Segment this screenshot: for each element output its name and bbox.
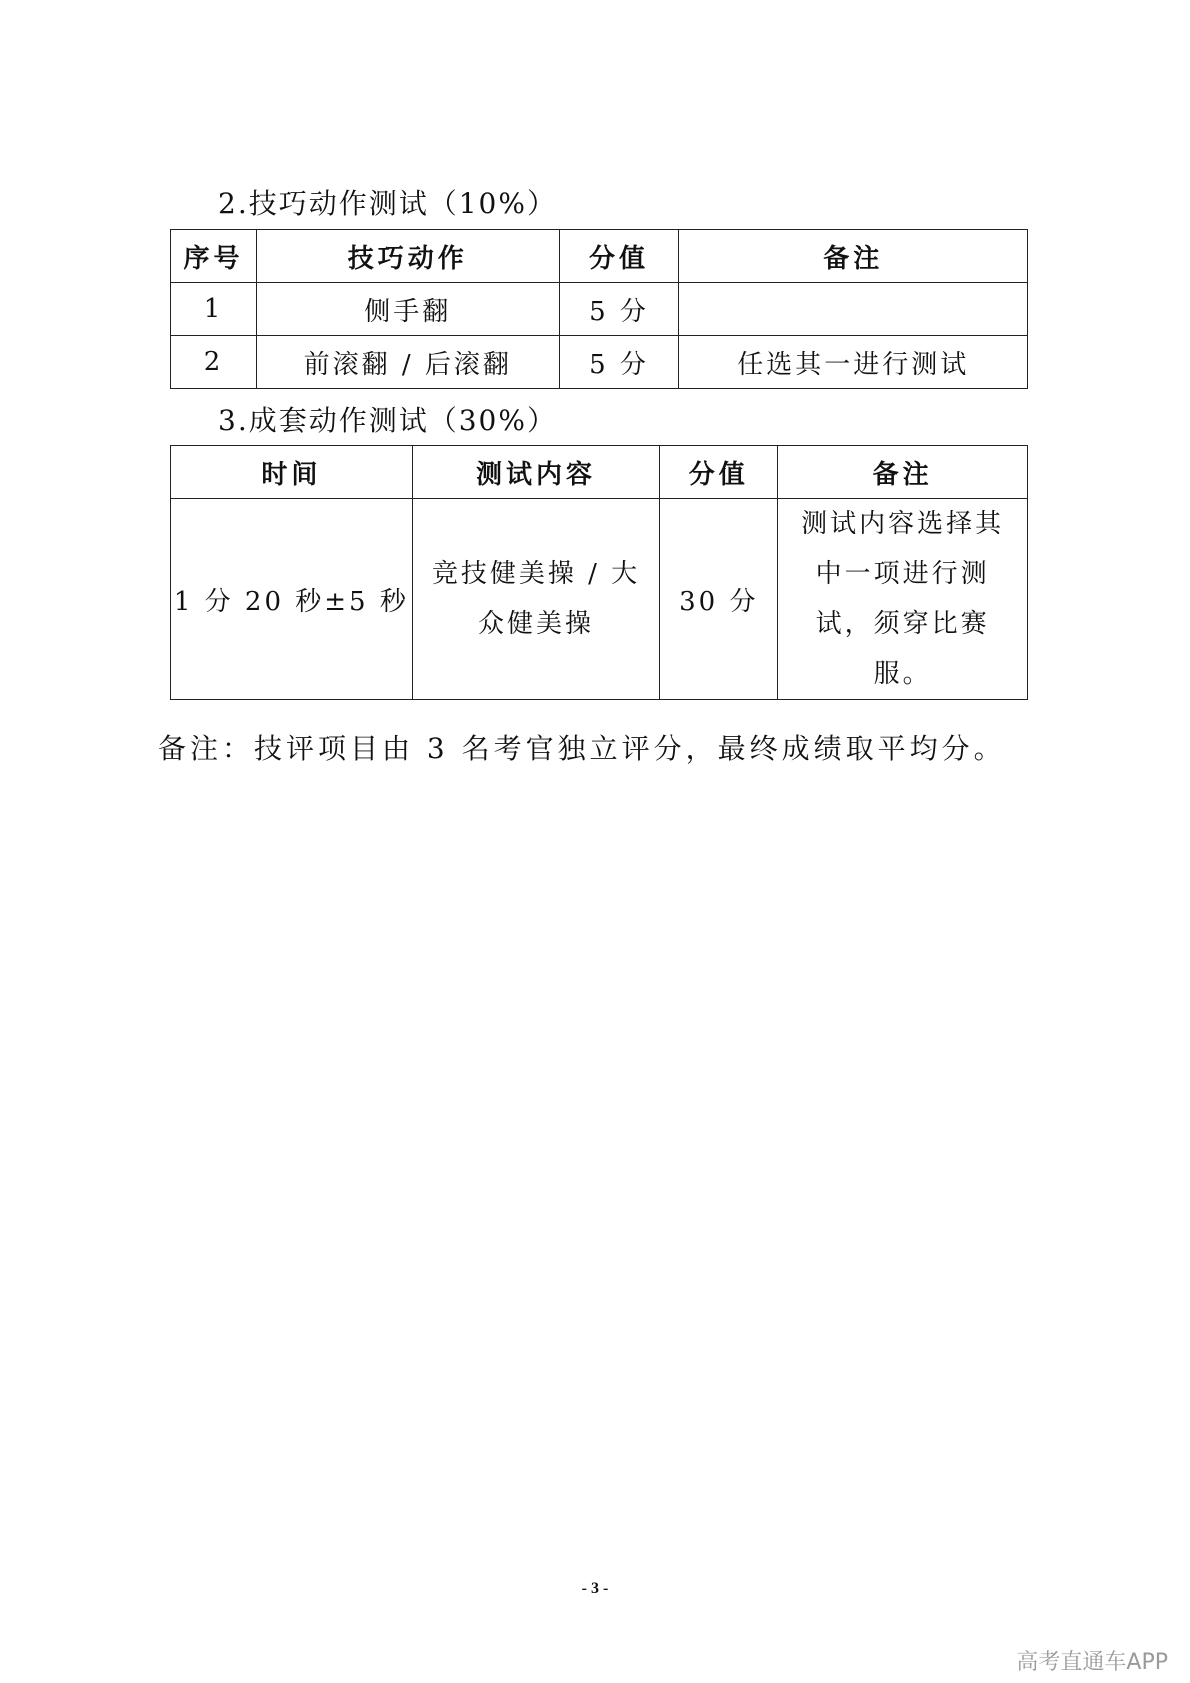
- table-header-row: [171, 230, 1028, 283]
- routine-table: [170, 445, 1028, 700]
- footnote: 备注：技评项目由 3 名考官独立评分，最终成绩取平均分。: [158, 732, 1006, 765]
- header-cell: 时间: [171, 446, 413, 499]
- watermark: 高考直通车APP: [1016, 1650, 1168, 1675]
- table-cell: [679, 283, 1028, 336]
- header-cell: 备注: [679, 230, 1028, 283]
- section-3-title: 3.成套动作测试（30%）: [218, 404, 557, 437]
- table-row: [171, 499, 1028, 700]
- table-cell: 1: [171, 283, 257, 336]
- table-cell: 侧手翻: [256, 283, 559, 336]
- table-row: [171, 336, 1028, 389]
- table-row: [171, 283, 1028, 336]
- section-2-title: 2.技巧动作测试（10%）: [218, 187, 557, 220]
- table-cell: 5 分: [559, 283, 679, 336]
- table-cell: 2: [171, 336, 257, 389]
- header-cell: 测试内容: [412, 446, 660, 499]
- header-cell: 技巧动作: [256, 230, 559, 283]
- header-cell: 分值: [660, 446, 778, 499]
- table-cell: 前滚翻 / 后滚翻: [256, 336, 559, 389]
- header-cell: 备注: [778, 446, 1028, 499]
- page-number: - 3 -: [581, 1580, 609, 1597]
- table-cell: 1 分 20 秒±5 秒: [171, 499, 413, 700]
- table-cell: 30 分: [660, 499, 778, 700]
- table-cell: 测试内容选择其中一项进行测试，须穿比赛服。: [778, 499, 1028, 700]
- table-header-row: [171, 446, 1028, 499]
- table-cell: 竞技健美操 / 大众健美操: [412, 499, 660, 700]
- header-cell: 序号: [171, 230, 257, 283]
- table-cell: 5 分: [559, 336, 679, 389]
- skills-table: [170, 229, 1028, 389]
- header-cell: 分值: [559, 230, 679, 283]
- table-cell: 任选其一进行测试: [679, 336, 1028, 389]
